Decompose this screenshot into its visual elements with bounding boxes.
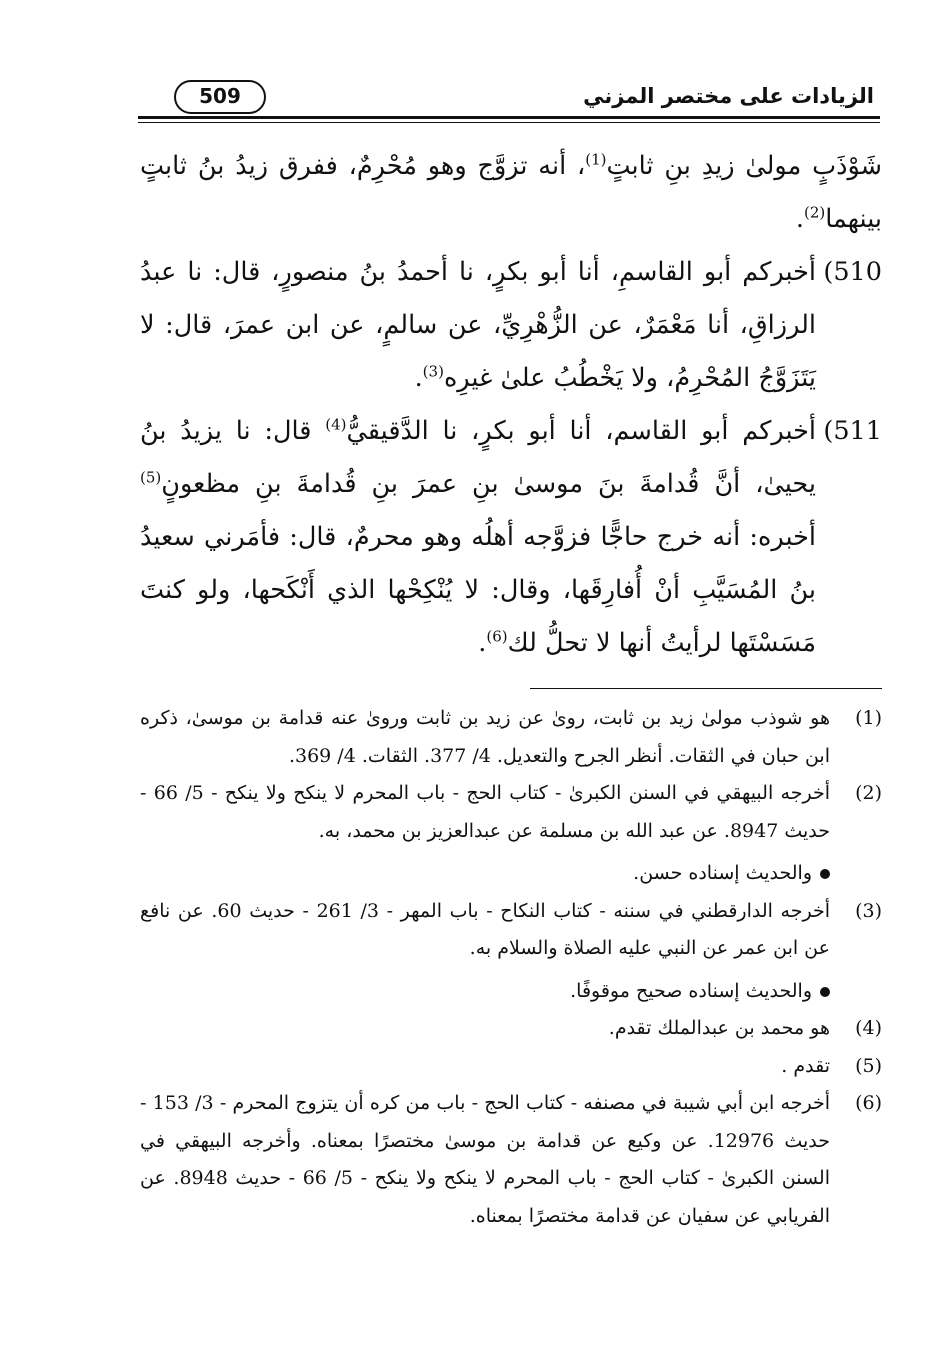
footnote-3-grade xyxy=(140,973,882,1011)
intro-text: شَوْذَبٍ مولىٰ زيدِ بنِ ثابتٍ xyxy=(606,151,882,181)
footnote-6 xyxy=(140,1085,882,1235)
footnote-text: هو شوذب مولىٰ زيد بن ثابت، رویٰ عن زيد بن ثابت وروىٰ عنه قدامة بن موسىٰ، ذكره ابن حبان في الثقات. أنظر الجرح والتعديل. 4/ 377. الثقات. 4/ 369. xyxy=(140,707,830,767)
footnote-text: تقدم . xyxy=(781,1054,830,1077)
footnote-separator xyxy=(530,688,882,689)
intro-end: . xyxy=(795,204,804,234)
bullet-icon xyxy=(820,869,830,879)
footnote-number: (5) xyxy=(855,1054,882,1077)
hadith-511-end: . xyxy=(478,628,487,658)
footnote-5 xyxy=(140,1048,882,1086)
grade-text: والحديث إسناده صحيح موقوفًا. xyxy=(570,979,812,1002)
hadith-511-text-3: أخبره: أنه خرج حاجًّا فزوَّجه أهلُه وهو محرمٌ، قال: فأمَرني سعيدُ بنُ المُسَيَّبِ أنْ أُفارِقَها، وقال: لا يُنْكِحْها الذي أَنْكَحها، ولو كنتَ مَسَسْتَها لرأيتُ أنها لا تحلُّ لك xyxy=(140,522,816,658)
footnote-ref-3: (3) xyxy=(422,362,444,381)
footnote-number: (2) xyxy=(855,782,882,804)
hadith-510-end: . xyxy=(414,363,423,393)
footnote-2 xyxy=(140,775,882,850)
footnote-number: (6) xyxy=(855,1092,882,1114)
grade-text: والحديث إسناده حسن. xyxy=(633,862,812,884)
header-rule-thin xyxy=(138,122,880,123)
hadith-511-text-2: قال: نا يزيدُ بنُ يحيىٰ، أنَّ قُدامةَ بنَ موسىٰ بنِ عمرَ بنِ قُدامةَ بنِ مظعونٍ xyxy=(140,416,816,499)
hadith-510 xyxy=(140,246,882,405)
footnote-number: (1) xyxy=(855,707,882,729)
hadith-number-510: 510) xyxy=(823,257,882,287)
page-header xyxy=(138,76,880,126)
footnote-1 xyxy=(140,700,882,775)
footnote-text: هو محمد بن عبدالملك تقدم. xyxy=(608,1017,830,1039)
footnote-ref-4: (4) xyxy=(325,415,347,434)
footnote-2-grade xyxy=(140,855,882,893)
intro-paragraph xyxy=(140,140,882,246)
bullet-icon xyxy=(820,987,830,997)
header-rule-thick xyxy=(138,116,880,119)
footnote-4 xyxy=(140,1010,882,1048)
main-text xyxy=(140,140,882,670)
footnote-ref-1: (1) xyxy=(585,150,607,169)
footnotes xyxy=(140,700,882,1235)
page-number: 509 xyxy=(174,80,266,114)
running-title: الزيادات على مختصر المزني xyxy=(583,84,874,108)
hadith-511 xyxy=(140,405,882,670)
footnote-number: (4) xyxy=(855,1017,882,1039)
footnote-ref-5: (5) xyxy=(140,468,162,487)
hadith-number-511: 511) xyxy=(823,416,882,446)
hadith-511-text-1: أخبركم أبو القاسم، أنا أبو بكرٍ، نا الدَّقيقيُّ xyxy=(346,416,816,446)
footnote-text: أخرجه ابن أبي شيبة في مصنفه - كتاب الحج - باب من كره أن يتزوج المحرم - 3/ 153 - حديث 12976. عن وكيع عن قدامة بن موسىٰ مختصرًا بمعناه. وأخرجه البيهقي في السنن الكبرىٰ - كتاب الحج - باب المحرم لا ينكح ولا ينكح - 5/ 66 - حديث 8948. عن الفريابي عن سفيان عن قدامة مختصرًا بمعناه. xyxy=(140,1092,830,1227)
footnote-3 xyxy=(140,893,882,968)
footnote-number: (3) xyxy=(855,899,882,922)
footnote-ref-6: (6) xyxy=(486,627,508,646)
hadith-510-text: أخبركم أبو القاسمِ، أنا أبو بكرٍ، نا أحمدُ بنُ منصورٍ، قال: نا عبدُ الرزاقِ، أنا مَعْمَرٌ، عن الزُّهْرِيِّ، عن سالمٍ، عن ابن عمرَ، قال: لا يَتَزَوَّجُ المُحْرِمُ، ولا يَخْطُبُ علىٰ غيرِه xyxy=(140,257,816,393)
intro-text-rest: ، أنه تزوَّج وهو مُحْرِمٌ، ففرق زيدُ بنُ ثابتٍ بينهما xyxy=(140,151,882,234)
footnote-text: أخرجه الدارقطني في سننه - كتاب النكاح - باب المهر - 3/ 261 - حديث 60. عن نافع عن ابن عمر عن النبي عليه الصلاة والسلام به. xyxy=(140,899,830,959)
footnote-ref-2: (2) xyxy=(803,203,826,222)
footnote-text: أخرجه البيهقي في السنن الكبرىٰ - كتاب الحج - باب المحرم لا ينكح ولا ينكح - 5/ 66 - حديث 8947. عن عبد الله بن مسلمة عن عبدالعزيز بن محمد، به. xyxy=(140,782,830,842)
